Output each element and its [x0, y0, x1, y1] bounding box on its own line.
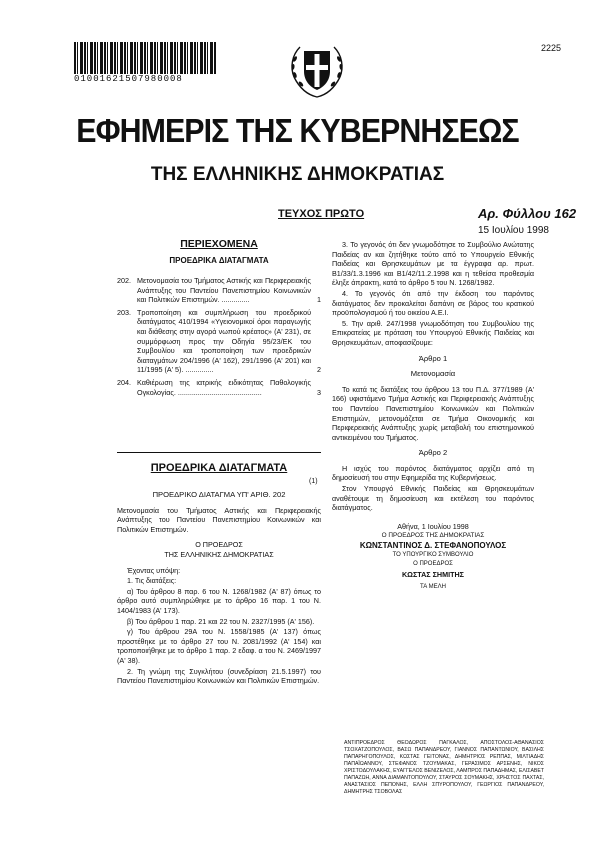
- decree-marker: (1): [309, 478, 318, 485]
- article-1-text: Το κατά τις διατάξεις του άρθρου 13 του Π.Δ. 377/1989 (Α' 166) υφιστάμενο Τμήμα Αστικής και Περιφερειακής Ανάπτυξης του Παντείου Πανεπιστημίου Κοινωνικών και Πολιτικών Επιστημών, μετονομάζεται σε Τμήμα Οικονομικής και Περιφερειακής Ανάπτυξης χωρίς μεταβολή του επιστημονικού αντικειμένου του Τμήματος.: [332, 384, 534, 442]
- contents-item-number: 202.: [117, 276, 131, 285]
- place-date: Αθήνα, 1 Ιουλίου 1998: [397, 521, 469, 531]
- pm-label: Ο ΠΡΟΕΔΡΟΣ: [413, 561, 453, 568]
- gazette-title: ΕΦΗΜΕΡΙΣ ΤΗΣ ΚΥΒΕΡΝΗΣΕΩΣ: [76, 112, 519, 149]
- contents-heading: ΠΕΡΙΕΧΟΜΕΝΑ: [180, 238, 258, 250]
- barcode-number: 01001621507980008: [74, 74, 216, 84]
- members-list: ΑΝΤΙΠΡΟΕΔΡΟΣ ΘΕΟΔΩΡΟΣ ΠΑΓΚΑΛΟΣ, ΑΠΟΣΤΟΛΟΣ-ΑΘΑΝΑΣΙΟΣ ΤΣΟΧΑΤΖΟΠΟΥΛΟΣ, ΒΑΣΩ ΠΑΠΑΝΔΡΕΟΥ, ΓΙΑΝΝΟΣ ΠΑΠΑΝΤΩΝΙΟΥ, ΒΑΣΙΛΗΣ ΠΑΠΑΡΗΓΟΠΟΥΛΟΣ, ΚΩΣΤΑΣ ΓΕΙΤΟΝΑΣ, ΔΗΜΗΤΡΙΟΣ ΡΕΠΠΑΣ, ΜΙΛΤΙΑΔΗΣ ΠΑΠΑΪΩΑΝΝΟΥ, ΣΤΕΦΑΝΟΣ ΤΖΟΥΜΑΚΑΣ, ΓΕΡΑΣΙΜΟΣ ΑΡΣΕΝΗΣ, ΝΙΚΟΣ ΧΡΙΣΤΟΔΟΥΛΑΚΗΣ, ΕΥΑΓΓΕΛΟΣ ΒΕΝΙΖΕΛΟΣ, ΛΑΜΠΡΟΣ ΠΑΠΑΔΗΜΑΣ, ΕΛΙΣΑΒΕΤ ΠΑΠΑΖΩΗ, ΑΝΝΑ ΔΙΑΜΑΝΤΟΠΟΥΛΟΥ, ΣΤΑΥΡΟΣ ΣΟΥΜΑΚΗΣ, ΧΡΗΣΤΟΣ ΠΑΧΤΑΣ, ΑΝΑΣΤΑΣΙΟΣ ΠΕΠΟΝΗΣ, ΕΛΛΗ ΣΠΥΡΟΠΟΥΛΟΥ, ΓΕΩΡΓΙΟΣ ΠΑΠΑΝΔΡΕΟΥ, ΔΗΜΗΤΡΗΣ ΤΣΟΒΟΛΑΣ: [344, 740, 544, 795]
- issue-type: ΤΕΥΧΟΣ ΠΡΩΤΟ: [278, 208, 365, 220]
- contents-item: [117, 378, 321, 397]
- sheet-number: Αρ. Φύλλου 162: [478, 206, 577, 221]
- contents-section: ΠΡΟΕΔΡΙΚΑ ΔΙΑΤΑΓΜΑΤΑ: [169, 256, 269, 265]
- contents-item: [117, 276, 321, 305]
- issue-date: 15 Ιουλίου 1998: [478, 225, 549, 236]
- contents-item-number: 204.: [117, 377, 131, 387]
- article-1-heading: Άρθρο 1: [418, 353, 448, 363]
- pm-name: ΚΩΣΤΑΣ ΣΗΜΙΤΗΣ: [401, 569, 464, 579]
- decree-paragraph: 5. Την αριθ. 247/1998 γνωμοδότηση του Συμβουλίου της Επικρατείας με πρόταση του Υπουργού Εθνικής Παιδείας και Θρησκευμάτων, αποφασίζουμε:: [332, 318, 534, 347]
- members-label: ΤΑ ΜΕΛΗ: [420, 584, 446, 591]
- considering-label: Έχοντας υπόψη:: [127, 565, 181, 575]
- contents-item-page: 2: [317, 365, 321, 375]
- decree-description: Μετονομασία του Τμήματος Αστικής και Περιφερειακής Ανάπτυξης του Παντείου Πανεπιστημίου Κοινωνικών και Πολιτικών Επιστημών.: [117, 505, 321, 534]
- contents-item-page: 1: [317, 295, 321, 305]
- president-label: Ο ΠΡΟΕΔΡΟΣ: [195, 540, 243, 550]
- decree-paragraph: β) Του άρθρου 1 παρ. 21 και 22 του Ν. 2327/1995 (Α' 156).: [127, 616, 315, 626]
- decree-paragraph: 2. Τη γνώμη της Συγκλήτου (συνεδρίαση 21.5.1997) του Παντείου Πανεπιστημίου Κοινωνικών και Πολιτικών Επιστημών.: [117, 666, 321, 686]
- contents-item: [117, 308, 321, 375]
- signer-name: ΚΩΝΣΤΑΝΤΙΝΟΣ Δ. ΣΤΕΦΑΝΟΠΟΥΛΟΣ: [359, 541, 507, 551]
- president-label-2: ΤΗΣ ΕΛΛΗΝΙΚΗΣ ΔΗΜΟΚΡΑΤΙΑΣ: [164, 549, 274, 559]
- contents-item-number: 203.: [117, 307, 131, 317]
- decree-paragraph: α) Του άρθρου 8 παρ. 6 του Ν. 1268/1982 (Α' 87) όπως το άρθρο αυτό συμπληρώθηκε με το άρθρο 16 παρ. 1 του Ν. 1404/1983 (Α' 173).: [117, 586, 321, 615]
- decree-paragraph: 4. Το γεγονός ότι από την έκδοση του παρόντος διατάγματος δεν προκαλείται δαπάνη σε βάρος του κρατικού προϋπολογισμού ή του οικείου Α.Ε.Ι.: [332, 288, 534, 318]
- article-1-subheading: Μετονομασία: [410, 369, 456, 379]
- article-2-text: Η ισχύς του παρόντος διατάγματος αρχίζει από τη δημοσίευσή του στην Εφημερίδα της Κυβερνήσεως.: [332, 463, 534, 483]
- government-label: ΤΟ ΥΠΟΥΡΓΙΚΟ ΣΥΜΒΟΥΛΙΟ: [392, 551, 474, 558]
- gazette-subtitle: ΤΗΣ ΕΛΛΗΝΙΚΗΣ ΔΗΜΟΚΡΑΤΙΑΣ: [150, 164, 445, 185]
- contents-item-page: 3: [317, 387, 321, 397]
- contents-list: [117, 276, 321, 400]
- decree-body-right: [332, 240, 534, 593]
- article-2-heading: Άρθρο 2: [418, 448, 448, 458]
- article-2-text: Στον Υπουργό Εθνικής Παιδείας και Θρησκευμάτων αναθέτουμε τη δημοσίευση και εκτέλεση του παρόντος διατάγματος.: [332, 484, 534, 513]
- section-divider: [117, 452, 321, 453]
- decree-paragraph: 1. Τις διατάξεις:: [127, 576, 177, 586]
- coat-of-arms-icon: [286, 37, 348, 103]
- contents-item-text: Τροποποίηση και συμπλήρωση του προεδρικού διατάγματος 410/1994 «Υγειονομικοί όροι παραγωγής και διάθεσης στην αγορά νωπού κρέατος» (Α' 231), σε συμμόρφωση προς την Οδηγία 95/23/ΕΚ του Συμβουλίου και τροποποίηση των προεδρικών διαταγμάτων 204/1996 (Α' 162), 291/1996 (Α' 201) και 11/1995 (Α' 5). ..............: [137, 307, 311, 375]
- decree-paragraph: 3. Το γεγονός ότι δεν γνωμοδότησε το Συμβούλιο Ανώτατης Παιδείας αν και ζητήθηκε τούτο από το Υπουργείο Εθνικής Παιδείας και Θρησκευμάτων με τα έγγραφα αρ. πρωτ. Β1/33/1.3.1996 και Β1/42/11.2.1998 και η τεθείσα προθεσμία έληξε άπρακτη, κατά το άρθρο 5 του Ν. 1268/1982.: [332, 240, 534, 288]
- decree-title: ΠΡΟΕΔΡΙΚΟ ΔΙΑΤΑΓΜΑ ΥΠ' ΑΡΙΘ. 202: [152, 490, 286, 499]
- contents-item-text: Μετονομασία του Τμήματος Αστικής και Περιφερειακής Ανάπτυξης του Παντείου Πανεπιστημίου Κοινωνικών και Πολιτικών Επιστημών. ..............: [137, 276, 311, 305]
- decree-body-left: [117, 490, 321, 687]
- decree-paragraph: γ) Του άρθρου 29Α του Ν. 1558/1985 (Α' 137) όπως προστέθηκε με το άρθρο 27 του Ν. 2081/1992 (Α' 154) και τροποποιήθηκε με το άρθρο 1 παρ. 2 εδαφ. α του Ν. 2469/1997 (Α' 38).: [117, 627, 321, 665]
- decree-section-heading: ΠΡΟΕΔΡΙΚΑ ΔΙΑΤΑΓΜΑΤΑ: [150, 462, 288, 474]
- page-number: 2225: [541, 43, 562, 53]
- signer-title: Ο ΠΡΟΕΔΡΟΣ ΤΗΣ ΔΗΜΟΚΡΑΤΙΑΣ: [381, 532, 485, 540]
- contents-item-text: Καθιέρωση της ιατρικής ειδικότητας Παθολογικής Ογκολογίας. ..........................................: [137, 377, 311, 397]
